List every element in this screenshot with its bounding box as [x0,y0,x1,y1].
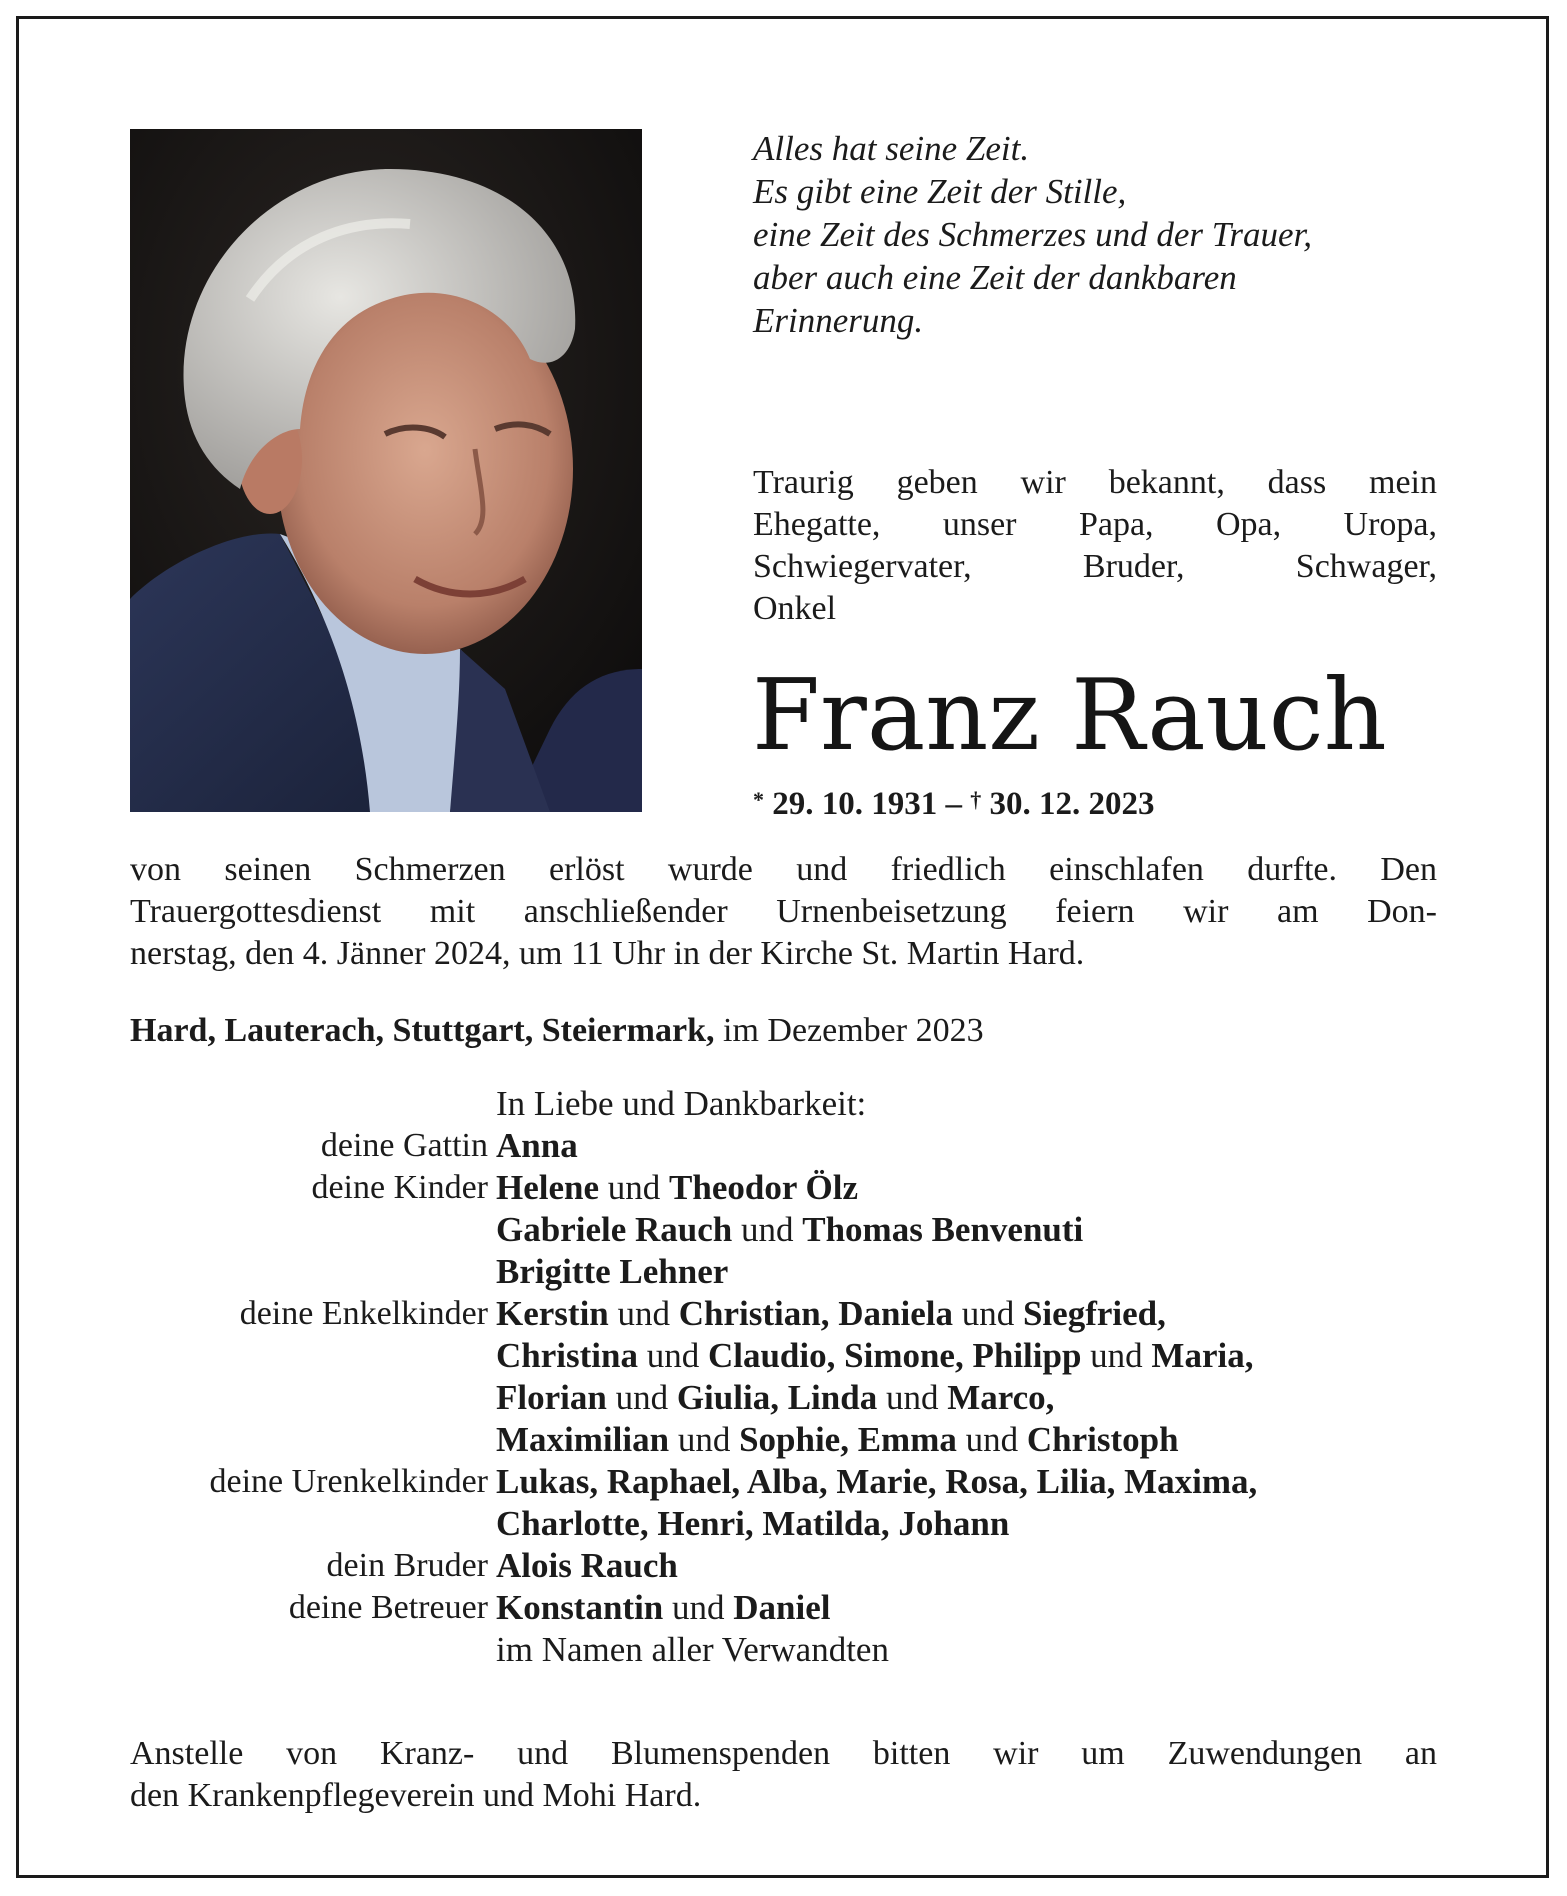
mourner-relation [130,1209,496,1251]
mourner-relation [130,1251,496,1293]
death-date: 30. 12. 2023 [989,786,1155,822]
mourner-row [130,1587,1450,1629]
mourner-name: Charlotte, Henri, Matilda, Johann [496,1504,1010,1543]
connector-text: und [956,1420,1027,1459]
mourner-name: Christoph [1026,1420,1179,1459]
portrait-illustration [130,129,642,812]
mourner-names [496,1377,1054,1419]
announcement-date: im Dezember 2023 [723,1012,984,1049]
mourner-name: Helene [496,1168,600,1207]
mourner-row [130,1167,1450,1209]
closing-line: den Krankenpflegeverein und Mohi Hard. [130,1777,702,1814]
life-dates [753,784,1155,824]
mourner-name: Thomas Benvenuti [802,1210,1084,1249]
mourner-row [130,1209,1450,1251]
connector-text: und [663,1588,734,1627]
mourner-relation: deine Enkelkinder [239,1295,488,1332]
deceased-name: Franz Rauch [752,659,1387,773]
poem-line: eine Zeit des Schmerzes und der Trauer, [753,215,1312,254]
birth-symbol: * [753,787,764,812]
portrait-photo [130,129,642,812]
mourner-row [130,1377,1450,1419]
mourner-name: Brigitte Lehner [496,1252,729,1291]
mourner-relation [130,1419,496,1461]
mourner-relation: dein Bruder [326,1547,488,1584]
connector-text: und [637,1336,708,1375]
mourner-relation: deine Kinder [311,1169,488,1206]
mourner-row [130,1545,1450,1587]
mourner-row [130,1125,1450,1167]
connector-text: und [669,1420,740,1459]
mourner-name: Christina [496,1336,638,1375]
mourner-name: Lukas, Raphael, Alba, Marie, Rosa, Lilia, Maxima, [496,1462,1258,1501]
mourner-names [496,1419,1179,1461]
connector-text: und [877,1378,948,1417]
mourner-row [130,1251,1450,1293]
mourner-name: Siegfried, [1022,1294,1166,1333]
date-separator: – [945,786,962,822]
body-line: nerstag, den 4. Jänner 2024, um 11 Uhr in der Kirche St. Martin Hard. [130,935,1085,972]
mourner-name: Marco, [947,1378,1055,1417]
mourner-names [496,1293,1166,1335]
mourner-row [130,1503,1450,1545]
mourner-names [496,1251,728,1293]
mourner-row [130,1293,1450,1335]
mourner-name: Theodor Ölz [669,1168,858,1207]
place-date-line [130,1010,984,1052]
connector-text: und [608,1294,679,1333]
mourner-name: Konstantin [496,1588,664,1627]
connector-text: und [606,1378,677,1417]
announcement [753,462,1437,630]
mourners-intro: In Liebe und Dankbarkeit: [496,1084,867,1123]
mourner-name: Maria, [1151,1336,1254,1375]
birth-date: 29. 10. 1931 [772,786,938,822]
announcement-line: Onkel [753,590,837,627]
body-line: Trauergottesdienst mit anschließender Urnenbeisetzung feiern wir am Don- [130,893,1437,930]
poem-line: Erinnerung. [753,301,924,340]
mourner-row [130,1335,1450,1377]
death-symbol: † [970,787,982,812]
mourner-row [130,1461,1450,1503]
poem-line: aber auch eine Zeit der dankbaren [753,258,1237,297]
mourner-names [496,1629,889,1671]
mourner-names [496,1503,1009,1545]
mourner-name: Kerstin [496,1294,609,1333]
mourner-name: Florian [496,1378,607,1417]
mourner-name: Claudio, Simone, Philipp [707,1336,1082,1375]
body-line: von seinen Schmerzen erlöst wurde und friedlich einschlafen durfte. Den [130,851,1437,888]
mourner-relation: deine Betreuer [288,1589,488,1626]
service-details [130,849,1437,975]
mourner-relation [130,1503,496,1545]
mourner-name: Daniel [733,1588,831,1627]
mourner-row [130,1629,1450,1671]
connector-text: und [599,1168,670,1207]
poem [753,127,1453,342]
closing-line: Anstelle von Kranz- und Blumenspenden bitten wir um Zuwendungen an [130,1735,1437,1772]
mourner-name: Anna [496,1126,578,1165]
mourner-relation [130,1629,496,1671]
mourners-list [130,1083,1450,1671]
mourner-names [496,1461,1257,1503]
places: Hard, Lauterach, Stuttgart, Steiermark, [130,1012,715,1049]
mourner-name: Maximilian [496,1420,670,1459]
mourner-relation: deine Urenkelkinder [209,1463,488,1500]
mourner-names [496,1125,578,1167]
connector-text: und [952,1294,1023,1333]
announcement-line: Traurig geben wir bekannt, dass mein [753,464,1437,501]
connector-text: und [1081,1336,1152,1375]
mourner-relation [130,1335,496,1377]
announcement-line: Schwiegervater, Bruder, Schwager, [753,548,1437,585]
mourner-relation: deine Gattin [320,1127,488,1164]
mourners-intro-row [130,1083,1450,1125]
mourner-name: Sophie, Emma [739,1420,957,1459]
mourner-name: Giulia, Linda [676,1378,878,1417]
connector-text: und [732,1210,803,1249]
poem-line: Es gibt eine Zeit der Stille, [753,172,1127,211]
poem-line: Alles hat seine Zeit. [753,129,1030,168]
mourner-names [496,1587,831,1629]
connector-text: im Namen aller Verwandten [496,1630,889,1669]
mourner-name: Alois Rauch [496,1546,678,1585]
mourner-name: Gabriele Rauch [496,1210,733,1249]
mourner-names [496,1335,1253,1377]
mourner-names [496,1545,678,1587]
donation-note [130,1733,1437,1817]
mourner-row [130,1419,1450,1461]
mourner-names [496,1167,858,1209]
mourner-names [496,1209,1083,1251]
announcement-line: Ehegatte, unser Papa, Opa, Uropa, [753,506,1437,543]
mourner-name: Christian, Daniela [678,1294,953,1333]
mourner-relation [130,1377,496,1419]
